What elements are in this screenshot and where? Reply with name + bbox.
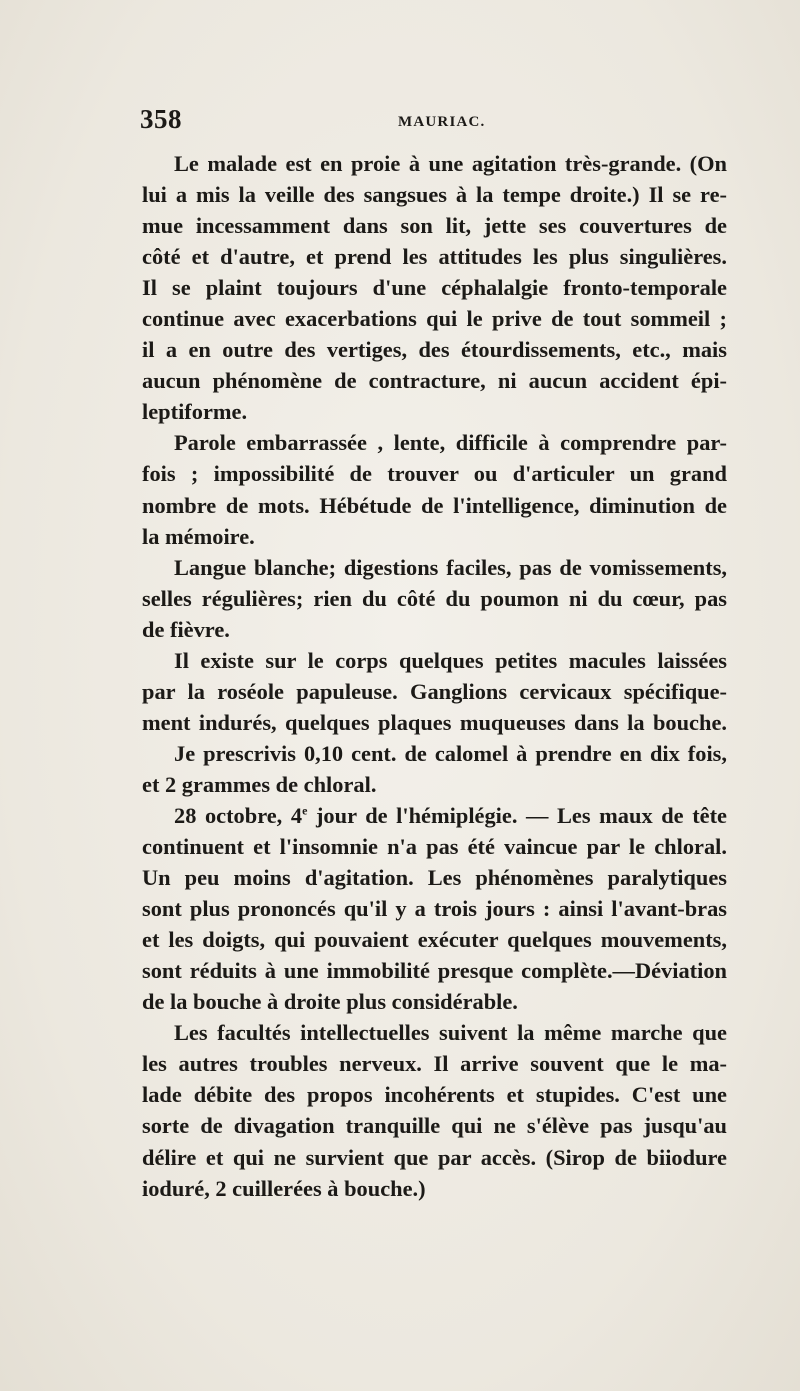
body-text [142,148,727,1204]
text-line: Il se plaint toujours d'une céphalalgie fronto-temporale [142,275,727,301]
text-line: lade débite des propos incohérents et stupides. C'est une [142,1082,727,1108]
text-line: délire et qui ne survient que par accès. (Sirop de biiodure [142,1144,727,1170]
text-line: aucun phénomène de contracture, ni aucun accident épi- [142,368,727,394]
text-line: Langue blanche; digestions faciles, pas de vomissements, [174,554,727,580]
text-line: leptiforme. [142,399,248,425]
text-line: Je prescrivis 0,10 cent. de calomel à prendre en dix fois, [174,740,727,766]
text-line: sont réduits à une immobilité presque complète.—Déviation [142,958,727,984]
text-line: ment indurés, quelques plaques muqueuses dans la bouche. [142,709,727,735]
page-number: 358 [140,104,182,134]
text-line: Il existe sur le corps quelques petites macules laissées [174,647,727,673]
text-line: Les facultés intellectuelles suivent la même marche que [174,1020,727,1046]
text-line: continue avec exacerbations qui le prive de tout sommeil ; [142,306,727,332]
text-line: 28 octobre, 4e jour de l'hémiplégie. — Les maux de tête [174,802,727,828]
text-line: la mémoire. [142,523,255,549]
text-line: de la bouche à droite plus considérable. [142,989,518,1015]
text-line: les autres troubles nerveux. Il arrive souvent que le ma- [142,1051,727,1077]
text-line: il a en outre des vertiges, des étourdissements, etc., mais [142,337,727,363]
text-line: et 2 grammes de chloral. [142,771,377,797]
text-line: Un peu moins d'agitation. Les phénomènes paralytiques [142,865,727,891]
page-header [140,104,740,138]
text-line: fois ; impossibilité de trouver ou d'articuler un grand [142,461,727,487]
text-line: selles régulières; rien du côté du poumon ni du cœur, pas [142,585,727,611]
text-line: mue incessamment dans son lit, jette ses couvertures de [142,213,727,239]
text-line: par la roséole papuleuse. Ganglions cervicaux spécifique- [142,678,727,704]
text-line: sont plus prononcés qu'il y a trois jours : ainsi l'avant-bras [142,896,727,922]
text-line: de fièvre. [142,616,230,642]
text-line: et les doigts, qui pouvaient exécuter quelques mouvements, [142,927,727,953]
text-line: continuent et l'insomnie n'a pas été vaincue par le chloral. [142,834,727,860]
text-line: ioduré, 2 cuillerées à bouche.) [142,1175,426,1201]
text-line: Parole embarrassée , lente, difficile à comprendre par- [174,430,727,456]
running-head: MAURIAC. [398,114,486,130]
text-line: nombre de mots. Hébétude de l'intelligence, diminution de [142,492,727,518]
text-line: côté et d'autre, et prend les attitudes les plus singulières. [142,244,727,270]
text-line: Le malade est en proie à une agitation très-grande. (On [174,151,727,176]
text-line: lui a mis la veille des sangsues à la tempe droite.) Il se re- [142,182,727,208]
text-line: sorte de divagation tranquille qui ne s'élève pas jusqu'au [142,1113,727,1139]
